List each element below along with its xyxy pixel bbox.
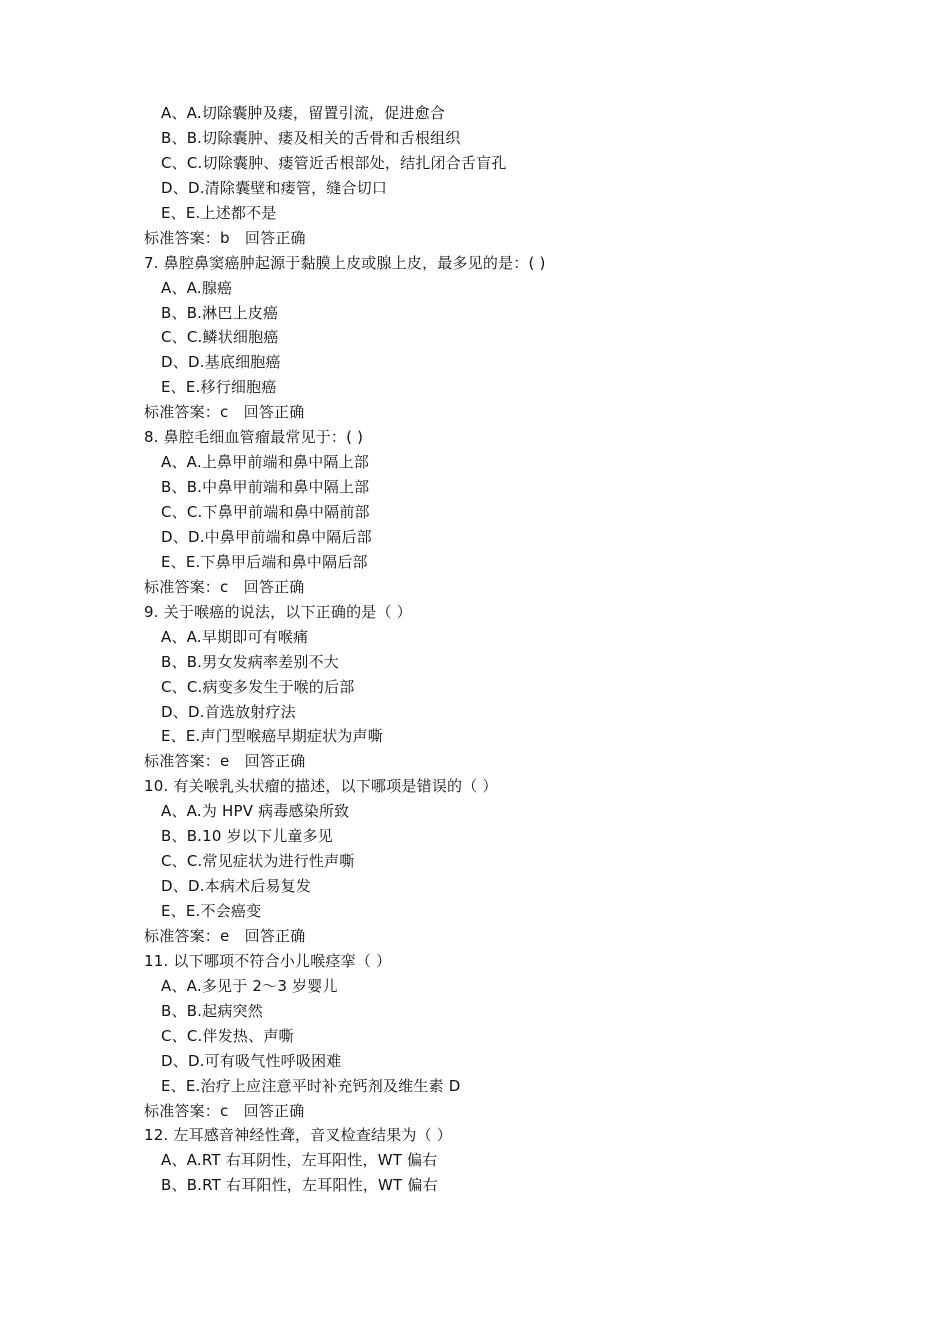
answer-option: E、E.治疗上应注意平时补充钙剂及维生素 D [161,1076,461,1095]
answer-option: E、E.声门型喉癌早期症状为声嘶 [161,727,383,746]
answer-option: A、A.上鼻甲前端和鼻中隔上部 [161,453,370,472]
answer-option: B、B.10 岁以下儿童多见 [161,827,334,846]
answer-option: A、A.腺癌 [161,278,233,297]
answer-option: D、D.首选放射疗法 [161,702,296,721]
standard-answer: 标准答案：b 回答正确 [144,228,306,247]
question-text: 10. 有关喉乳头状瘤的描述，以下哪项是错误的（ ） [144,777,498,796]
answer-option: E、E.上述都不是 [161,203,277,222]
answer-option: C、C.常见症状为进行性声嘶 [161,852,355,871]
standard-answer: 标准答案：e 回答正确 [144,752,306,771]
standard-answer: 标准答案：c 回答正确 [144,403,305,422]
answer-option: E、E.不会癌变 [161,902,262,920]
answer-option: C、C.病变多发生于喉的后部 [161,677,355,696]
answer-option: A、A.RT 右耳阴性，左耳阳性，WT 偏右 [161,1151,438,1170]
answer-option: B、B.切除囊肿、瘘及相关的舌骨和舌根组织 [161,128,461,147]
question-text: 7. 鼻腔鼻窦癌肿起源于黏膜上皮或腺上皮，最多见的是：( ) [144,253,546,272]
standard-answer: 标准答案：c 回答正确 [144,1101,305,1120]
answer-option: A、A.为 HPV 病毒感染所致 [161,802,350,821]
answer-option: E、E.移行细胞癌 [161,378,277,397]
answer-option: D、D.基底细胞癌 [161,353,281,372]
answer-option: C、C.下鼻甲前端和鼻中隔前部 [161,503,370,521]
question-text: 8. 鼻腔毛细血管瘤最常见于：( ) [144,428,364,447]
standard-answer: 标准答案：e 回答正确 [144,926,306,945]
answer-option: A、A.多见于 2～3 岁婴儿 [161,976,338,995]
answer-option: A、A.早期即可有喉痛 [161,627,309,646]
answer-option: C、C.切除囊肿、瘘管近舌根部处，结扎闭合舌盲孔 [161,153,507,172]
question-list [144,101,864,1198]
answer-option: A、A.切除囊肿及瘘，留置引流，促进愈合 [161,104,446,122]
answer-option: C、C.鳞状细胞癌 [161,328,279,347]
answer-option: B、B.淋巴上皮癌 [161,303,279,322]
answer-option: D、D.本病术后易复发 [161,877,312,896]
answer-option: B、B.RT 右耳阳性，左耳阳性，WT 偏右 [161,1176,438,1195]
answer-option: B、B.中鼻甲前端和鼻中隔上部 [161,478,370,497]
answer-option: C、C.伴发热、声嘶 [161,1026,294,1045]
question-text: 9. 关于喉癌的说法，以下正确的是（ ） [144,602,412,621]
question-text: 12. 左耳感音神经性聋，音叉检查结果为（ ） [144,1126,452,1145]
question-text: 11. 以下哪项不符合小儿喉痉挛（ ） [144,951,392,970]
standard-answer: 标准答案：c 回答正确 [144,577,305,596]
answer-option: D、D.清除囊壁和瘘管，缝合切口 [161,178,388,197]
answer-option: D、D.中鼻甲前端和鼻中隔后部 [161,527,372,546]
answer-option: B、B.起病突然 [161,1001,263,1020]
answer-option: B、B.男女发病率差别不大 [161,652,339,671]
answer-option: D、D.可有吸气性呼吸困难 [161,1051,342,1070]
answer-option: E、E.下鼻甲后端和鼻中隔后部 [161,552,368,571]
